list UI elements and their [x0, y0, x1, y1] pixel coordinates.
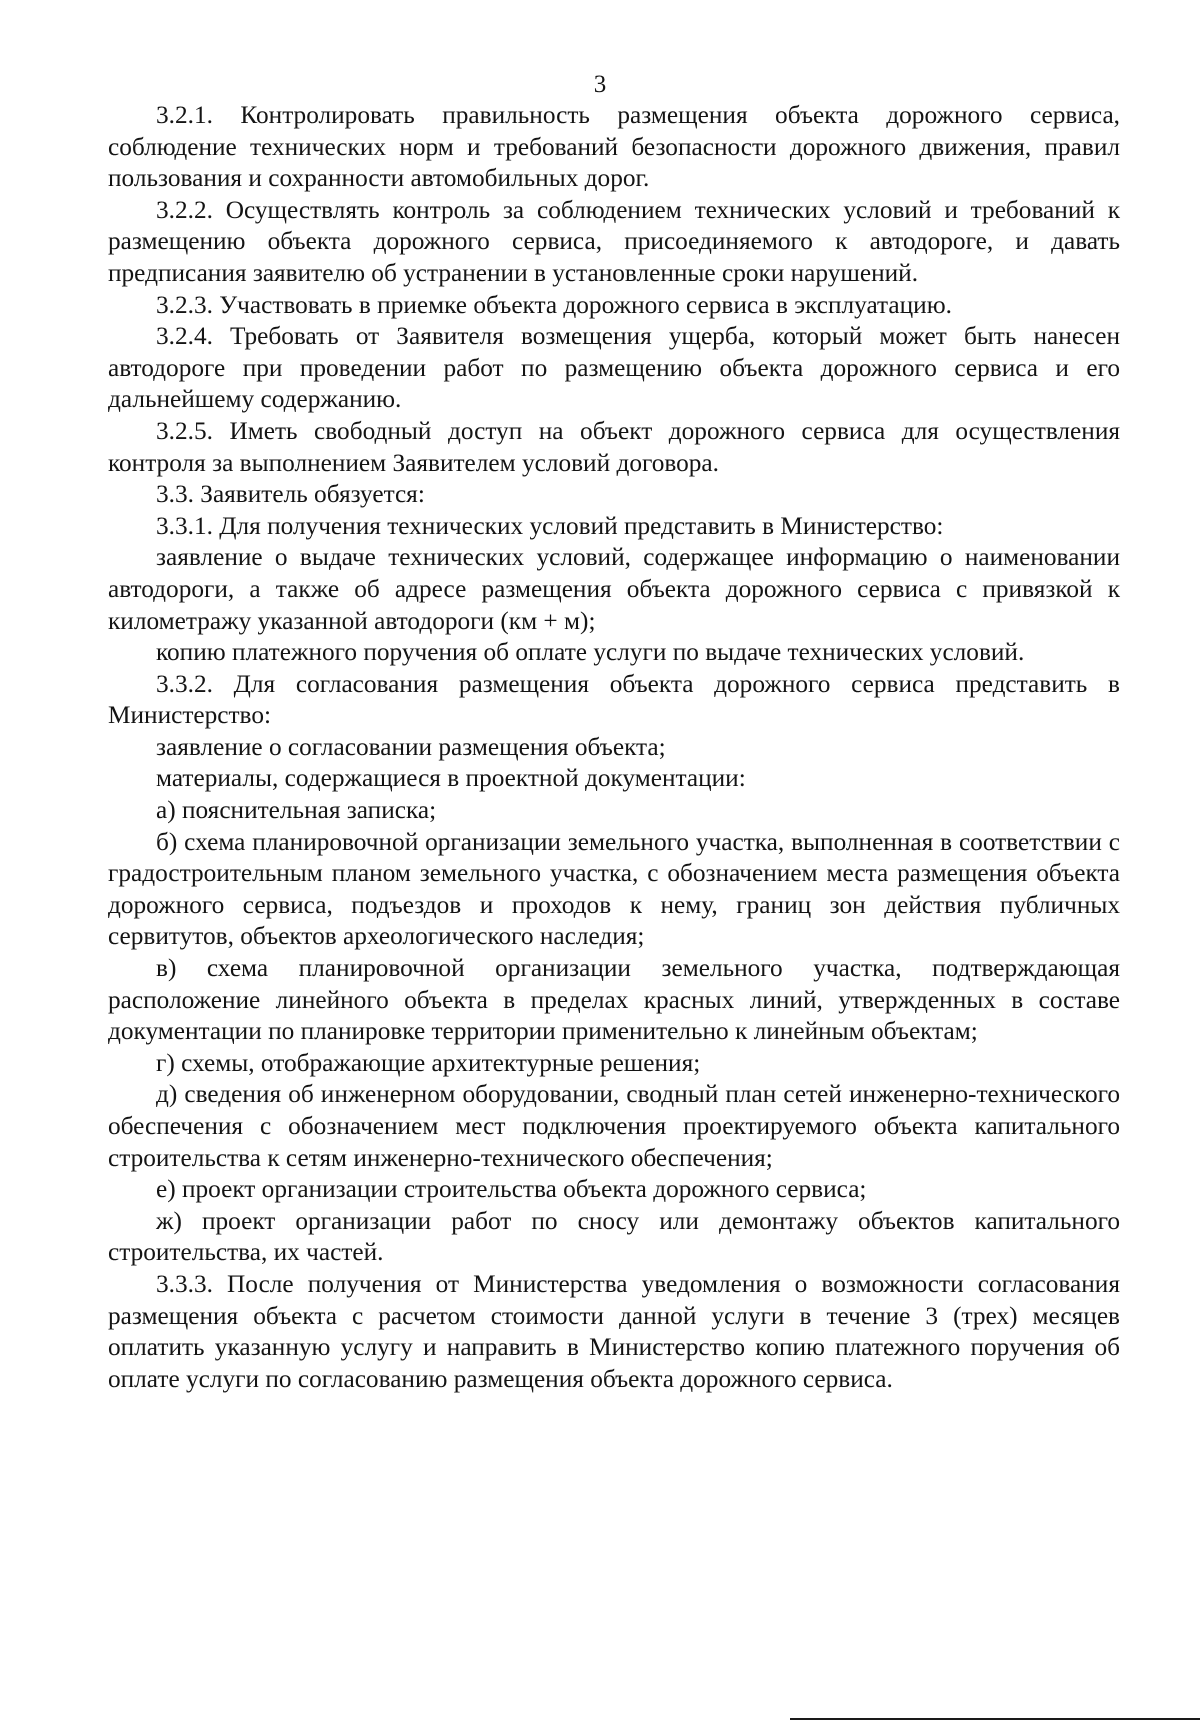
clause-3-3-2: 3.3.2. Для согласования размещения объекта дорожного сервиса представить в Министерство:: [108, 669, 1120, 730]
list-item-zh: ж) проект организации работ по сносу или демонтажу объектов капитального строительства, их частей.: [108, 1206, 1120, 1267]
list-item-payment-order-copy: копию платежного поручения об оплате услуги по выдаче технических условий.: [156, 638, 1025, 667]
page-number: 3: [593, 71, 607, 98]
footer-rule: [790, 1718, 1200, 1720]
clause-3-3: 3.3. Заявитель обязуется:: [156, 480, 425, 509]
list-item-b: б) схема планировочной организации земельного участка, выполненная в соответствии с градостроительным планом земельного участка, с обозначением места размещения объекта дорожного сервиса, подъездов и проходов к нему, границ зон действия публичных сервитутов, объектов археологического наследия;: [108, 827, 1120, 951]
clause-3-3-1: 3.3.1. Для получения технических условий представить в Министерство:: [156, 511, 944, 540]
list-item-g: г) схемы, отображающие архитектурные решения;: [156, 1048, 701, 1077]
list-item-approval-application: заявление о согласовании размещения объекта;: [156, 732, 666, 761]
list-item-v: в) схема планировочной организации земельного участка, подтверждающая расположение линейного объекта в пределах красных линий, утвержденных в составе документации по планировке территории применительно к линейным объектам;: [108, 954, 1120, 1046]
clause-3-2-2: 3.2.2. Осуществлять контроль за соблюдением технических условий и требований к размещению объекта дорожного сервиса, присоединяемого к автодороге, и давать предписания заявителю об устранении в установленные сроки нарушений.: [108, 195, 1120, 287]
list-item-a: а) пояснительная записка;: [156, 796, 437, 825]
clause-3-2-3: 3.2.3. Участвовать в приемке объекта дорожного сервиса в эксплуатацию.: [156, 290, 952, 319]
clause-3-2-5: 3.2.5. Иметь свободный доступ на объект дорожного сервиса для осуществления контроля за выполнением Заявителем условий договора.: [108, 416, 1120, 477]
list-item-d: д) сведения об инженерном оборудовании, сводный план сетей инженерно-технического обеспечения с обозначением мест подключения проектируемого объекта капитального строительства к сетям инженерно-технического обеспечения;: [108, 1080, 1120, 1172]
clause-3-2-4: 3.2.4. Требовать от Заявителя возмещения ущерба, который может быть нанесен автодороге при проведении работ по размещению объекта дорожного сервиса и его дальнейшему содержанию.: [108, 322, 1120, 414]
list-item-project-materials: материалы, содержащиеся в проектной документации:: [156, 764, 746, 793]
document-body: [108, 100, 1120, 1395]
list-item-e: е) проект организации строительства объекта дорожного сервиса;: [156, 1175, 867, 1204]
list-item-application-tech-conditions: заявление о выдаче технических условий, содержащее информацию о наименовании автодороги, а также об адресе размещения объекта дорожного сервиса с привязкой к километражу указанной автодороги (км + м);: [108, 543, 1120, 635]
clause-3-2-1: 3.2.1. Контролировать правильность размещения объекта дорожного сервиса, соблюдение технических норм и требований безопасности дорожного движения, правил пользования и сохранности автомобильных дорог.: [108, 101, 1120, 193]
clause-3-3-3: 3.3.3. После получения от Министерства уведомления о возможности согласования размещения объекта с расчетом стоимости данной услуги в течение 3 (трех) месяцев оплатить указанную услугу и направить в Министерство копию платежного поручения об оплате услуги по согласованию размещения объекта дорожного сервиса.: [108, 1269, 1120, 1393]
